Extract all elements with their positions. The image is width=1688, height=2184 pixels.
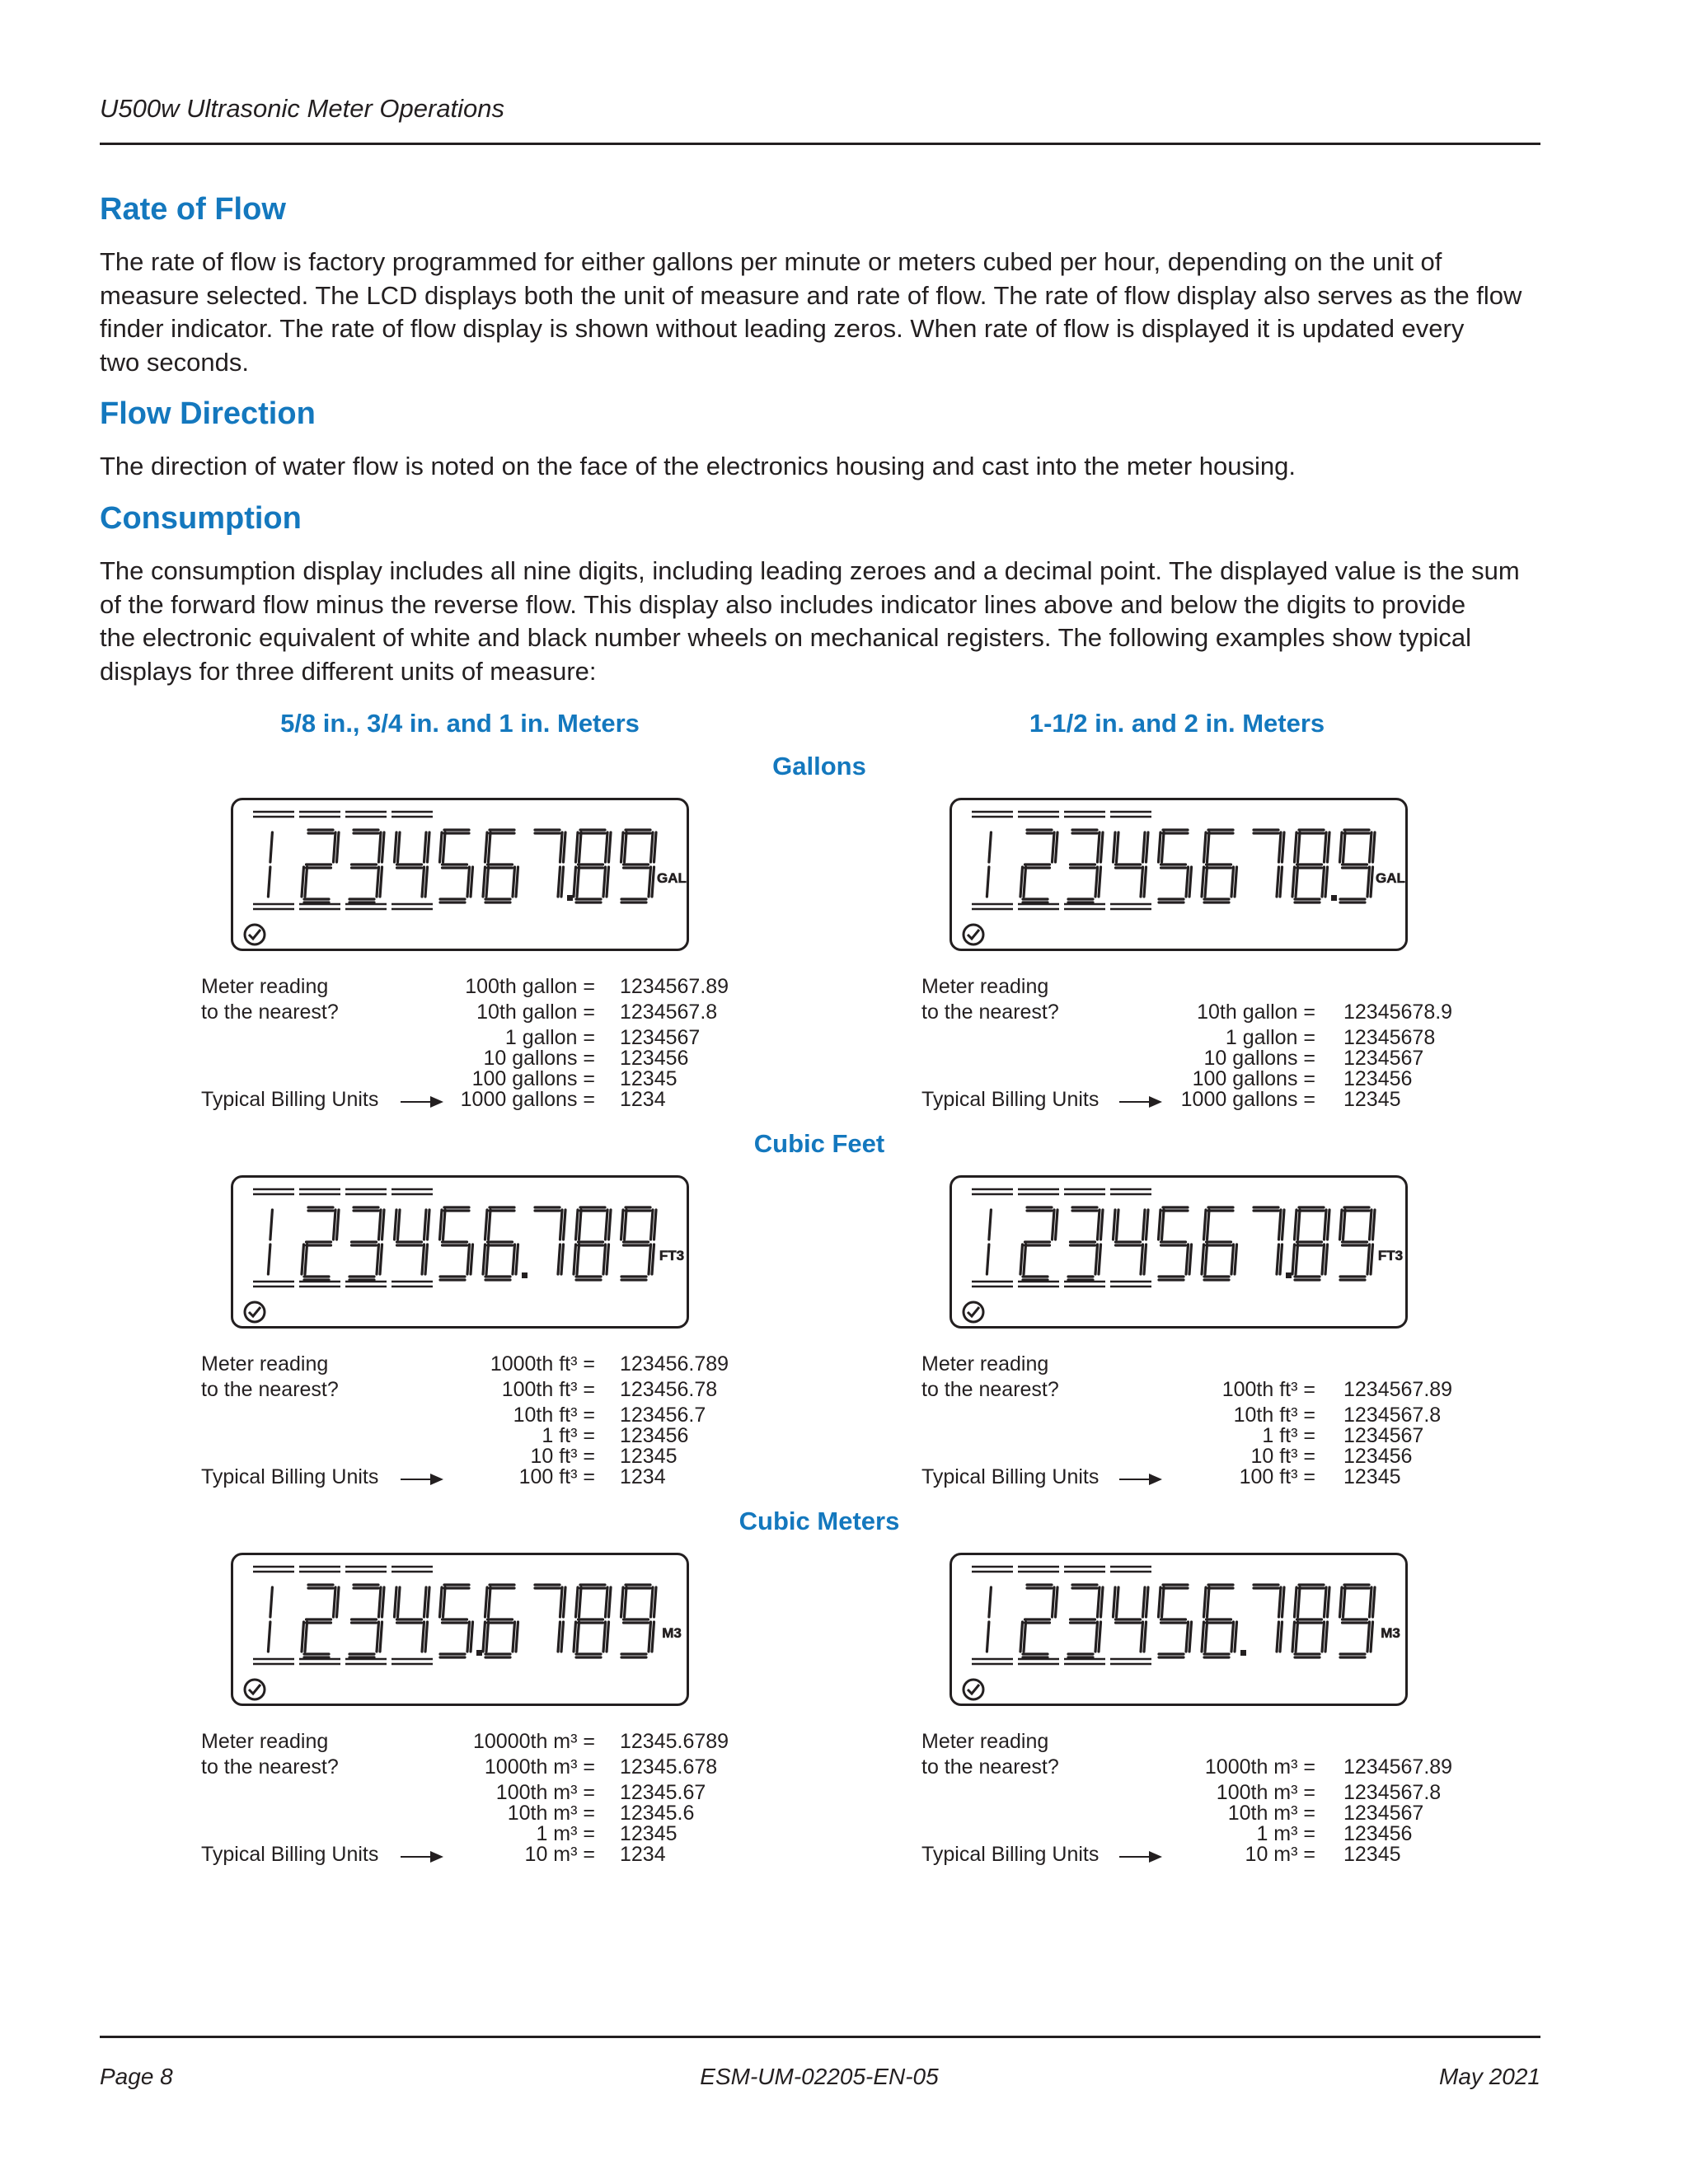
unit-indicator: GAL xyxy=(1376,870,1405,886)
text-line: measure selected. The LCD displays both the unit of measure and rate of flow. The rate of flow display also serves as the flow xyxy=(100,280,1522,310)
reading-unit: 10th m³ = xyxy=(507,1802,595,1825)
reading-value: 12345 xyxy=(620,1822,678,1845)
text-line: displays for three different units of measure: xyxy=(100,656,597,686)
reading-value: 12345678 xyxy=(1343,1026,1436,1049)
meter-reading-label: Meter reading xyxy=(201,1352,329,1376)
lcd-digit xyxy=(1114,1587,1149,1652)
reading-unit: 10th m³ = xyxy=(1227,1802,1315,1825)
lcd-digit xyxy=(621,830,657,902)
reading-unit: 10th ft³ = xyxy=(1233,1404,1315,1427)
reading-unit: 10000th m³ = xyxy=(472,1730,595,1753)
text-line: The consumption display includes all nine digits, including leading zeroes and a decimal point. The displayed value is the sum xyxy=(100,556,1520,585)
lcd-digit xyxy=(302,1585,339,1657)
decimal-point xyxy=(1240,1650,1246,1656)
lcd-digit xyxy=(395,1210,430,1274)
meter-reading-label: Meter reading xyxy=(921,1352,1049,1376)
to-nearest-label: to the nearest? xyxy=(921,1755,1059,1779)
billing-units-label: Typical Billing Units xyxy=(921,1843,1100,1866)
lcd-digit xyxy=(987,1587,991,1652)
to-nearest-label: to the nearest? xyxy=(201,1001,339,1024)
check-icon xyxy=(964,1302,983,1322)
check-icon xyxy=(245,1680,265,1699)
reading-unit: 10 m³ = xyxy=(1245,1843,1315,1866)
meter-reading-label: Meter reading xyxy=(201,1730,329,1753)
to-nearest-label: to the nearest? xyxy=(201,1755,339,1779)
unit-heading-gallons: Gallons xyxy=(772,752,866,780)
lcd-digit xyxy=(1159,830,1192,902)
reading-value: 12345 xyxy=(620,1067,678,1090)
lcd-digit xyxy=(302,830,339,902)
reading-unit: 1 gallon = xyxy=(504,1026,595,1049)
lcd-digit xyxy=(1202,1207,1237,1280)
lcd-digit xyxy=(1068,830,1103,902)
reading-value: 1234567.8 xyxy=(1343,1404,1442,1427)
reading-unit: 10th gallon = xyxy=(476,1001,595,1024)
footer-document-id: ESM-UM-02205-EN-05 xyxy=(700,2064,939,2089)
lcd-digit xyxy=(1292,830,1329,902)
to-nearest-label: to the nearest? xyxy=(201,1378,339,1401)
lcd-digit xyxy=(1114,832,1149,897)
lcd-digit xyxy=(349,1585,384,1657)
lcd-digit xyxy=(535,1585,565,1652)
header-divider xyxy=(100,143,1540,145)
reading-unit: 10 ft³ = xyxy=(1250,1445,1315,1468)
reading-value: 12345 xyxy=(1343,1465,1401,1488)
reading-value: 1234 xyxy=(620,1843,666,1866)
reading-unit: 1000th ft³ = xyxy=(490,1352,595,1376)
check-icon xyxy=(964,1680,983,1699)
lcd-display-cubic-feet-large xyxy=(950,1175,1408,1329)
reading-unit: 1000 gallons = xyxy=(1180,1088,1315,1111)
reading-unit: 100th m³ = xyxy=(1216,1781,1315,1804)
lcd-digit xyxy=(1340,1585,1376,1657)
lcd-digit xyxy=(1254,1207,1284,1274)
lcd-digit xyxy=(483,1585,518,1657)
reading-value: 1234567.89 xyxy=(1343,1755,1453,1779)
reading-unit: 100 gallons = xyxy=(471,1067,595,1090)
check-icon xyxy=(964,925,983,944)
text-line: of the forward flow minus the reverse flow. This display also includes indicator lines above and below the digits to provide xyxy=(100,589,1466,619)
lcd-digit xyxy=(1159,1207,1192,1280)
unit-indicator: FT3 xyxy=(1377,1248,1404,1263)
reading-unit: 10 gallons = xyxy=(1203,1047,1315,1070)
paragraph-rate-of-flow xyxy=(100,246,1542,379)
heading-flow-direction: Flow Direction xyxy=(100,396,316,431)
reading-value: 1234 xyxy=(620,1465,666,1488)
reading-unit: 1000th m³ = xyxy=(1204,1755,1315,1779)
unit-indicator: M3 xyxy=(662,1625,682,1641)
billing-units-label: Typical Billing Units xyxy=(201,1465,379,1488)
reading-value: 12345 xyxy=(620,1445,678,1468)
reading-unit: 10 gallons = xyxy=(483,1047,595,1070)
text-line: finder indicator. The rate of flow display is shown without leading zeros. When rate of flow is displayed it is updated every xyxy=(100,314,1465,343)
lcd-digit xyxy=(349,1207,384,1280)
reading-unit: 100th ft³ = xyxy=(1221,1378,1315,1401)
reading-value: 12345.6 xyxy=(620,1802,695,1825)
billing-units-label: Typical Billing Units xyxy=(201,1088,379,1111)
reading-unit: 100 ft³ = xyxy=(1239,1465,1315,1488)
lcd-digit xyxy=(302,1207,339,1280)
lcd-digit xyxy=(574,1207,611,1280)
check-icon xyxy=(245,1302,265,1322)
reading-unit: 10th gallon = xyxy=(1197,1001,1315,1024)
heading-rate-of-flow: Rate of Flow xyxy=(100,192,286,227)
reading-unit: 100 ft³ = xyxy=(518,1465,595,1488)
reading-value: 123456.7 xyxy=(620,1404,706,1427)
lcd-display-cubic-meters-large xyxy=(950,1553,1408,1706)
lcd-digit xyxy=(574,830,611,902)
lcd-digit xyxy=(1159,1585,1192,1657)
lcd-digit xyxy=(1292,1585,1329,1657)
decimal-point xyxy=(476,1650,482,1656)
lcd-digit xyxy=(483,830,518,902)
to-nearest-label: to the nearest? xyxy=(921,1001,1059,1024)
lcd-digit xyxy=(349,830,384,902)
reading-value: 12345 xyxy=(1343,1088,1401,1111)
lcd-digit xyxy=(621,1207,657,1280)
reading-unit: 1 gallon = xyxy=(1225,1026,1315,1049)
text-line: The rate of flow is factory programmed for either gallons per minute or meters cubed per hour, depending on the unit of xyxy=(100,247,1442,276)
reading-unit: 10th ft³ = xyxy=(513,1404,595,1427)
reading-unit: 10 ft³ = xyxy=(530,1445,595,1468)
reading-unit: 1 m³ = xyxy=(1256,1822,1315,1845)
reading-unit: 100th gallon = xyxy=(465,975,595,998)
lcd-digit xyxy=(440,1207,473,1280)
reading-value: 12345.6789 xyxy=(620,1730,729,1753)
lcd-digit xyxy=(268,1587,272,1652)
decimal-point xyxy=(1331,895,1337,901)
reading-value: 123456.789 xyxy=(620,1352,729,1376)
to-nearest-label: to the nearest? xyxy=(921,1378,1059,1401)
reading-value: 123456 xyxy=(620,1047,689,1070)
reading-unit: 1 ft³ = xyxy=(1262,1424,1315,1447)
lcd-display-gallons-small xyxy=(231,798,689,951)
lcd-digit xyxy=(1202,830,1237,902)
reading-value: 1234567.89 xyxy=(620,975,729,998)
lcd-digit xyxy=(395,1587,430,1652)
lcd-digit xyxy=(1292,1207,1329,1280)
meter-reading-label: Meter reading xyxy=(921,975,1049,998)
lcd-digit xyxy=(574,1585,611,1657)
billing-units-label: Typical Billing Units xyxy=(921,1088,1100,1111)
lcd-digit xyxy=(1114,1210,1149,1274)
footer-date: May 2021 xyxy=(1439,2064,1540,2089)
meter-reading-label: Meter reading xyxy=(201,975,329,998)
decimal-point xyxy=(1286,1272,1292,1278)
text-line: The direction of water flow is noted on the face of the electronics housing and cast into the meter housing. xyxy=(100,452,1296,480)
text-line: the electronic equivalent of white and black number wheels on mechanical registers. The following examples show typical xyxy=(100,623,1471,652)
lcd-digit xyxy=(440,1585,473,1657)
lcd-digit xyxy=(987,1210,991,1274)
lcd-display-gallons-large xyxy=(950,798,1408,951)
reading-value: 12345 xyxy=(1343,1843,1401,1866)
reading-value: 12345678.9 xyxy=(1343,1001,1453,1024)
reading-value: 123456 xyxy=(1343,1822,1413,1845)
reading-value: 1234567.8 xyxy=(620,1001,718,1024)
reading-value: 123456 xyxy=(620,1424,689,1447)
unit-indicator: M3 xyxy=(1381,1625,1400,1641)
reading-unit: 10 m³ = xyxy=(524,1843,595,1866)
lcd-digit xyxy=(440,830,473,902)
lcd-display-cubic-feet-small xyxy=(231,1175,689,1329)
reading-unit: 100th ft³ = xyxy=(501,1378,595,1401)
lcd-digit xyxy=(1020,830,1057,902)
reading-value: 1234567 xyxy=(620,1026,701,1049)
paragraph-flow-direction xyxy=(100,450,1542,484)
unit-heading-cubic-feet: Cubic Feet xyxy=(753,1129,885,1158)
lcd-digit xyxy=(1254,830,1284,897)
lcd-digit xyxy=(395,832,430,897)
lcd-digit xyxy=(987,832,991,897)
lcd-digit xyxy=(268,832,272,897)
lcd-digit xyxy=(621,1585,657,1657)
reading-value: 1234567 xyxy=(1343,1424,1424,1447)
lcd-digit xyxy=(483,1207,518,1280)
reading-value: 123456.78 xyxy=(620,1378,718,1401)
unit-indicator: FT3 xyxy=(659,1248,685,1263)
unit-indicator: GAL xyxy=(657,870,687,886)
decimal-point xyxy=(567,895,573,901)
reading-value: 12345.678 xyxy=(620,1755,718,1779)
lcd-digit xyxy=(1254,1585,1284,1652)
reading-value: 123456 xyxy=(1343,1445,1413,1468)
lcd-digit xyxy=(1068,1585,1103,1657)
lcd-digit xyxy=(535,1207,565,1274)
column-heading-small-meters: 5/8 in., 3/4 in. and 1 in. Meters xyxy=(280,709,640,738)
reading-value: 1234567.89 xyxy=(1343,1378,1453,1401)
lcd-digit xyxy=(1020,1207,1057,1280)
lcd-digit xyxy=(535,830,565,897)
lcd-digit xyxy=(1020,1585,1057,1657)
lcd-digit xyxy=(1340,1207,1376,1280)
footer-page-number: Page 8 xyxy=(100,2064,173,2089)
reading-value: 1234 xyxy=(620,1088,666,1111)
column-heading-large-meters: 1-1/2 in. and 2 in. Meters xyxy=(1029,709,1325,738)
reading-value: 123456 xyxy=(1343,1067,1413,1090)
check-icon xyxy=(245,925,265,944)
lcd-digit xyxy=(1068,1207,1103,1280)
heading-consumption: Consumption xyxy=(100,501,302,536)
meter-reading-label: Meter reading xyxy=(921,1730,1049,1753)
billing-units-label: Typical Billing Units xyxy=(921,1465,1100,1488)
reading-unit: 100th m³ = xyxy=(495,1781,595,1804)
unit-heading-cubic-meters: Cubic Meters xyxy=(738,1507,900,1535)
reading-value: 1234567 xyxy=(1343,1047,1424,1070)
reading-value: 1234567 xyxy=(1343,1802,1424,1825)
reading-unit: 1000 gallons = xyxy=(460,1088,595,1111)
paragraph-consumption xyxy=(100,555,1542,688)
reading-value: 1234567.8 xyxy=(1343,1781,1442,1804)
lcd-digit xyxy=(268,1210,272,1274)
lcd-display-cubic-meters-small xyxy=(231,1553,689,1706)
lcd-digit xyxy=(1340,830,1376,902)
running-header: U500w Ultrasonic Meter Operations xyxy=(100,94,505,123)
decimal-point xyxy=(522,1272,528,1278)
lcd-digit xyxy=(1202,1585,1237,1657)
reading-unit: 1000th m³ = xyxy=(484,1755,595,1779)
text-line: two seconds. xyxy=(100,347,249,377)
billing-units-label: Typical Billing Units xyxy=(201,1843,379,1866)
reading-value: 12345.67 xyxy=(620,1781,706,1804)
reading-unit: 100 gallons = xyxy=(1192,1067,1315,1090)
reading-unit: 1 m³ = xyxy=(536,1822,595,1845)
reading-unit: 1 ft³ = xyxy=(542,1424,595,1447)
footer-divider xyxy=(100,2036,1540,2038)
